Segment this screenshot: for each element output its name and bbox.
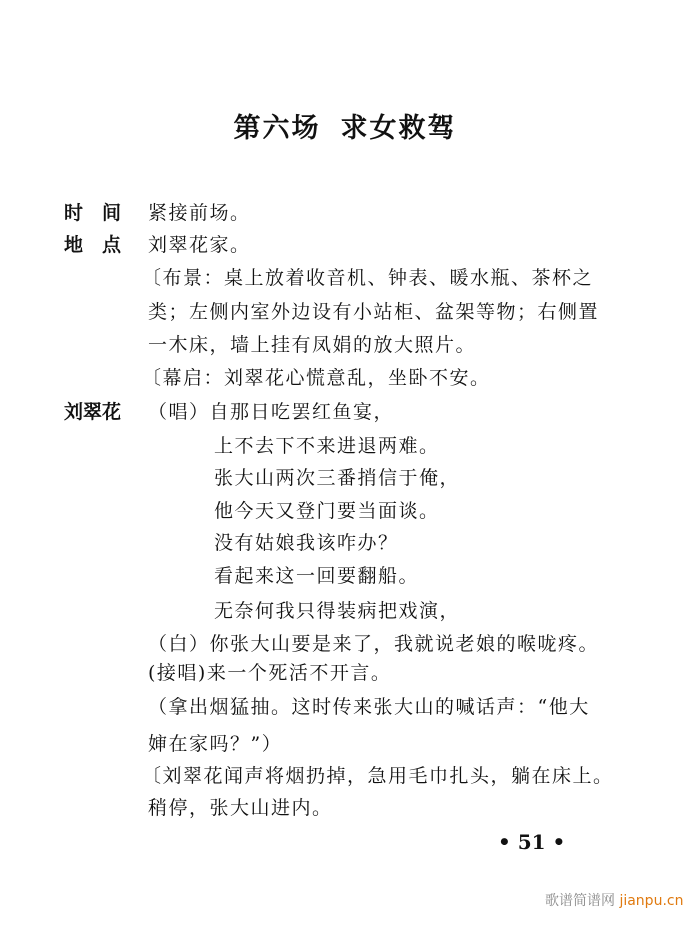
page-number: • 51 • <box>498 830 566 854</box>
song-line: 张大山两次三番捎信于俺， <box>214 467 461 489</box>
stage-direction-line: （拿出烟猛抽。这时传来张大山的喊话声：“他大 <box>148 696 590 718</box>
stage-direction-line: 〔幕启：刘翠花心慌意乱，坐卧不安。 <box>142 367 491 389</box>
place-label: 地 点 <box>64 234 122 256</box>
stage-direction-line: 一木床，墙上挂有凤娟的放大照片。 <box>148 334 477 356</box>
song-line: 没有姑娘我该咋办？ <box>214 532 399 554</box>
time-label: 时 间 <box>64 202 122 224</box>
stage-direction-line: 稍停，张大山进内。 <box>148 797 333 819</box>
time-text: 紧接前场。 <box>148 202 251 224</box>
scene-number: 第六场 <box>233 113 321 144</box>
song-line: （唱）自那日吃罢红鱼宴， <box>148 401 395 423</box>
stage-direction-line: 〔布景：桌上放着收音机、钟表、暖水瓶、茶杯之 <box>142 267 594 289</box>
place-text: 刘翠花家。 <box>148 234 251 256</box>
watermark-cn: 歌谱简谱网 <box>545 893 615 909</box>
stage-direction-line: 类；左侧内室外边设有小站柜、盆架等物；右侧置 <box>148 301 600 323</box>
watermark <box>545 890 683 910</box>
dialogue-line: （白）你张大山要是来了，我就说老娘的喉咙疼。 <box>148 633 600 655</box>
song-line: 看起来这一回要翻船。 <box>214 565 420 587</box>
scene-title <box>0 106 690 145</box>
song-line: 上不去下不来进退两难。 <box>214 435 440 457</box>
speaker-label: 刘翠花 <box>64 401 122 423</box>
stage-direction-line: 〔刘翠花闻声将烟扔掉，急用毛巾扎头，躺在床上。 <box>142 765 614 787</box>
watermark-url: jianpu.cn <box>619 893 684 909</box>
song-line: 无奈何我只得装病把戏演， <box>214 600 461 622</box>
dialogue-line: (接唱)来一个死活不开言。 <box>148 662 392 684</box>
scene-name: 求女救驾 <box>340 113 457 144</box>
song-line: 他今天又登门要当面谈。 <box>214 500 440 522</box>
stage-direction-line: 婶在家吗？”） <box>148 733 283 755</box>
